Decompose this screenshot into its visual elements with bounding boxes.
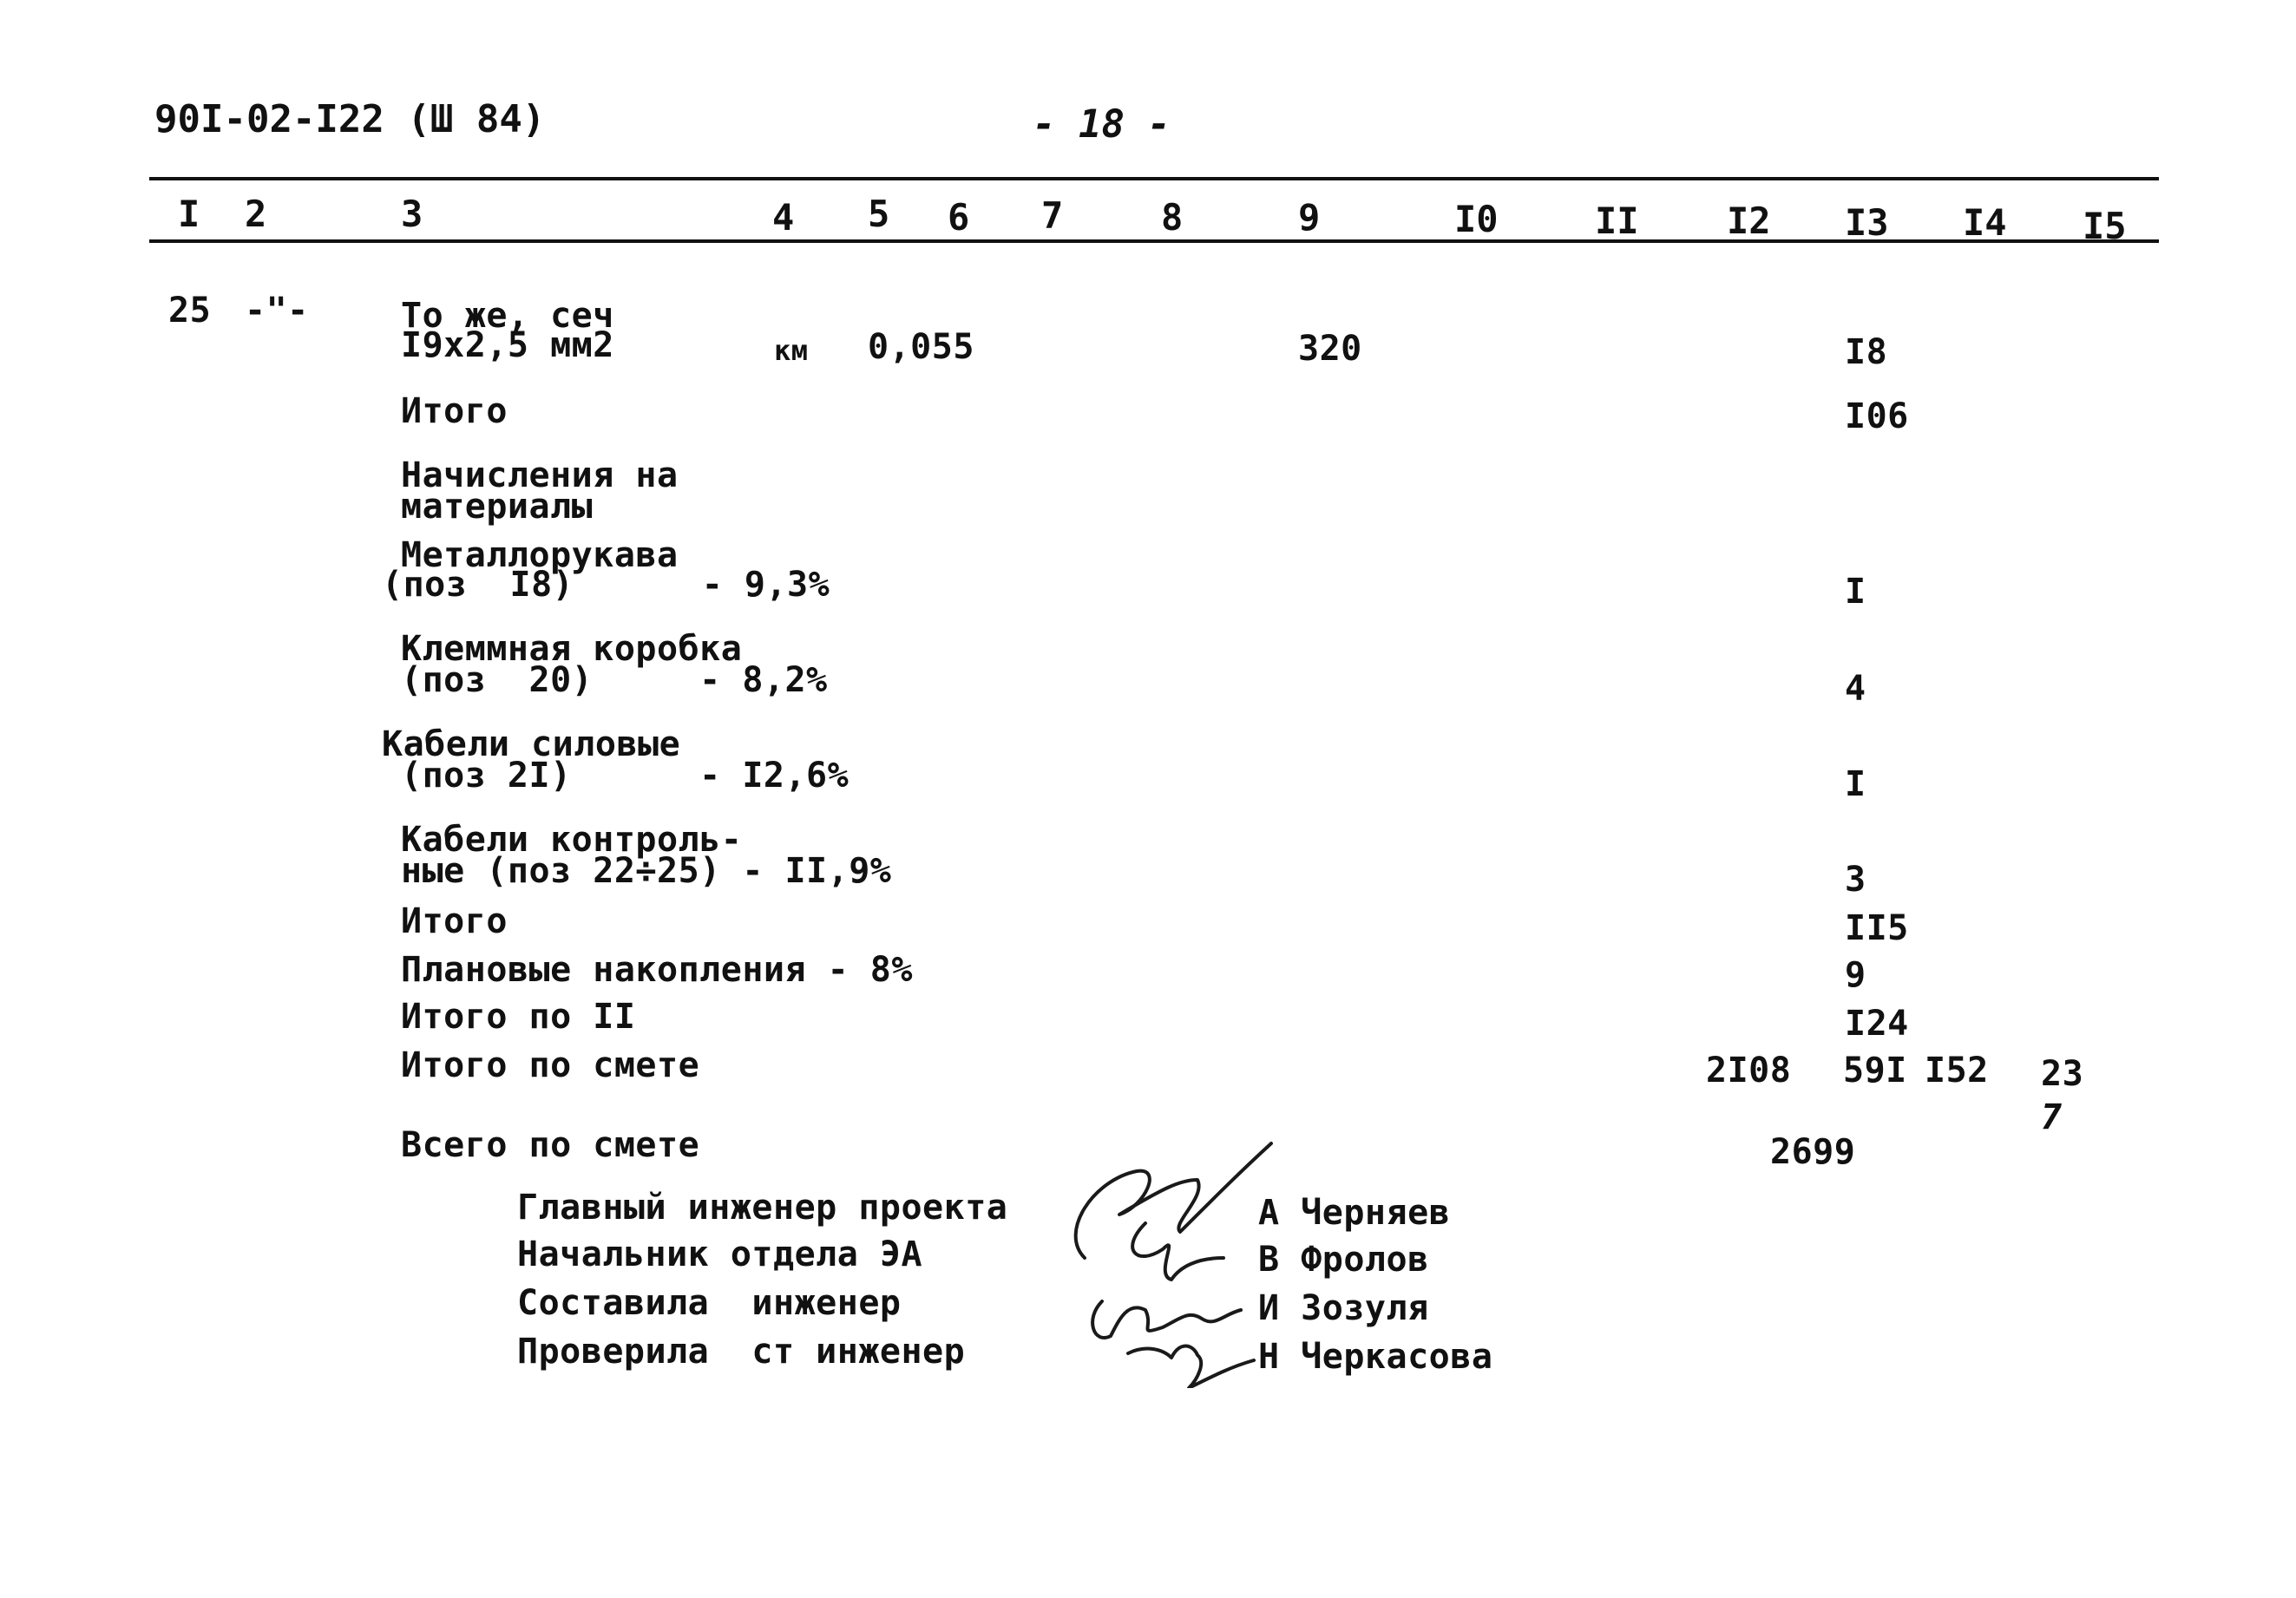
item-description: То же, сеч [401,296,614,336]
column-number: I0 [1454,198,1499,240]
item-unit: км [774,334,809,367]
row-label: Металлорукава [401,535,679,575]
row-label: Итого [401,391,508,431]
signatory-role: Составила инженер [517,1283,902,1323]
total-column15-top: 23 [2041,1054,2084,1094]
ditto-mark: -"- [245,291,309,331]
signatory-name: И Зозуля [1258,1288,1429,1328]
grand-total-value: 2699 [1770,1132,1856,1172]
row-column13: I24 [1845,1004,1909,1044]
column-number: 6 [948,196,970,239]
row-column13: 3 [1845,860,1866,900]
handwritten-signatures [1041,1128,1284,1388]
row-number: 25 [168,291,212,331]
column-number: 4 [772,196,795,239]
signatory-role: Проверила ст инженер [517,1332,966,1372]
document-code: 90I-02-I22 (Ш 84) [154,97,546,141]
signatory-name: В Фролов [1258,1240,1429,1280]
column-number: 3 [401,193,423,235]
page-number: - 18 - [1033,102,1171,147]
column-number: 2 [245,193,267,235]
row-label: Кабели контроль- [401,820,743,860]
signatory-role: Главный инженер проекта [517,1188,1008,1228]
row-label-cont: материалы [401,487,594,527]
row-label-cont: (поз 20) - 8,2% [401,660,828,700]
signatory-role: Начальник отдела ЭА [517,1235,923,1274]
item-description-cont: I9x2,5 мм2 [401,325,614,365]
grand-total-label: Всего по смете [401,1125,700,1165]
total-column15-bottom: 7 [2041,1097,2063,1137]
column-number: 9 [1298,196,1321,239]
column-number: I3 [1845,201,1889,244]
row-label-cont: (поз I8) - 9,3% [382,565,830,605]
row-label-cont: (поз 2I) - I2,6% [401,756,850,796]
total-label: Итого по смете [401,1045,700,1085]
signature-cherkasova [1128,1346,1254,1388]
row-column13: 4 [1845,669,1866,709]
column-number: II [1595,200,1639,242]
row-label: Итого [401,901,508,941]
column-number: 8 [1161,196,1184,239]
row-label: Плановые накопления - 8% [401,950,913,990]
column-number: I2 [1727,200,1771,242]
column-number: I [178,193,200,235]
header-top-rule [149,177,2159,180]
row-label: Кабели силовые [382,724,681,764]
row-label-cont: ные (поз 22÷25) - II,9% [401,851,892,891]
item-column13: I8 [1845,332,1888,372]
total-column14: I52 [1925,1051,1989,1090]
total-column12: 2I08 [1706,1051,1792,1090]
row-label: Начисления на [401,455,679,495]
item-price: 320 [1298,329,1362,369]
column-number: 7 [1041,194,1064,237]
column-number: 5 [868,193,890,235]
item-quantity: 0,055 [868,327,974,367]
row-column13: I [1845,764,1866,804]
row-column13: I [1845,572,1866,612]
row-column13: 9 [1845,955,1866,995]
column-number: I5 [2083,205,2127,247]
row-label: Итого по II [401,997,636,1037]
column-number: I4 [1963,201,2007,244]
signatory-name: Н Черкасова [1258,1337,1493,1377]
signature-chernyaev [1076,1143,1271,1258]
row-column13: II5 [1845,908,1909,948]
total-column13: 59I [1843,1051,1907,1090]
signatory-name: А Черняев [1258,1193,1451,1233]
row-column13: I06 [1845,396,1909,436]
row-label: Клеммная коробка [401,629,743,669]
signature-zozulya [1092,1301,1241,1338]
